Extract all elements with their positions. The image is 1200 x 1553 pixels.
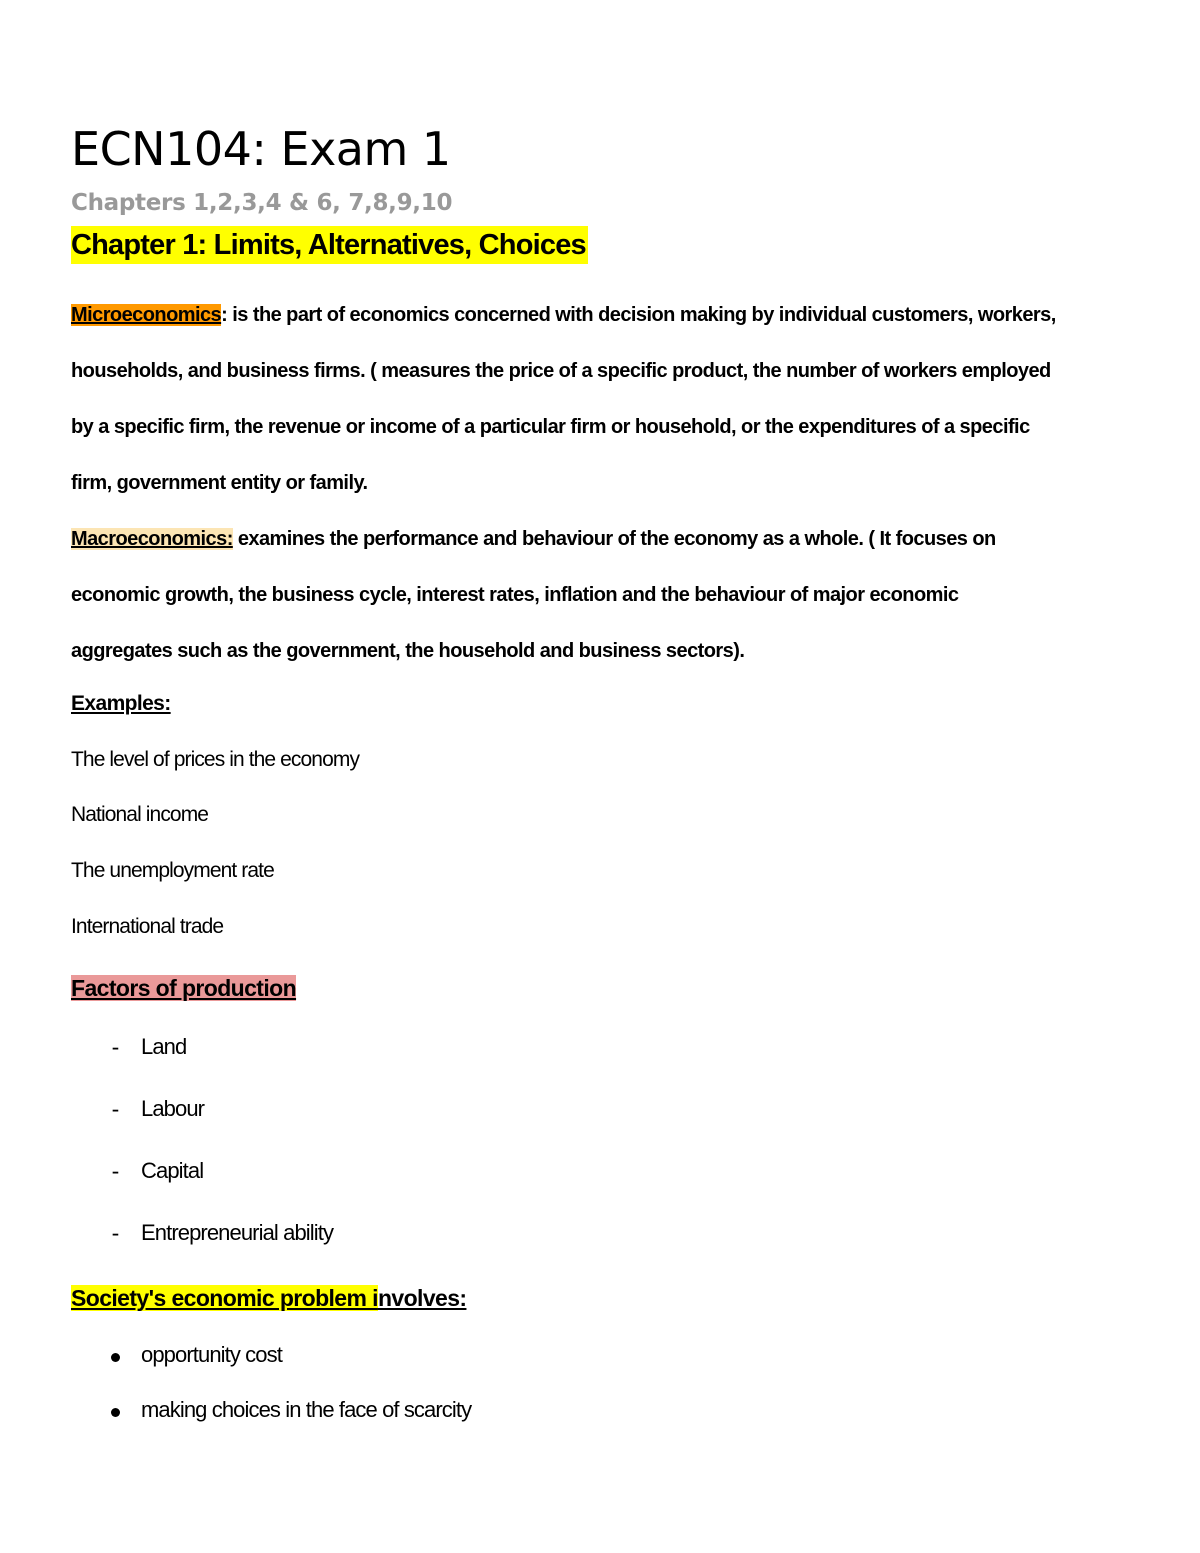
macroeconomics-definition: [71, 524, 1131, 692]
microeconomics-term: Microeconomics: [71, 304, 222, 326]
paragraph-line: [71, 300, 1131, 356]
example-item: National income: [71, 803, 209, 826]
chapter-heading: Chapter 1: Limits, Alternatives, Choices: [71, 226, 588, 264]
microeconomics-definition: [71, 300, 1131, 524]
document-title: ECN104: Exam 1: [71, 122, 451, 176]
paragraph-line: aggregates such as the government, the household and business sectors).: [71, 640, 745, 662]
paragraph-line: [71, 524, 1131, 580]
dash-marker: -: [111, 1158, 119, 1184]
paragraph-text: examines the performance and behaviour of the economy as a whole. ( It focuses on: [232, 528, 996, 550]
dash-marker: -: [111, 1034, 119, 1060]
paragraph-text: : is the part of economics concerned with decision making by individual customers, workers,: [221, 304, 1056, 326]
dash-marker: -: [111, 1096, 119, 1122]
example-item: The unemployment rate: [71, 859, 274, 882]
bullet-dot-icon: [111, 1353, 120, 1362]
example-item: International trade: [71, 915, 224, 938]
society-item-label: opportunity cost: [141, 1342, 282, 1367]
example-item: The level of prices in the economy: [71, 748, 360, 771]
paragraph-line: households, and business firms. ( measures the price of a specific product, the number of workers employed: [71, 360, 1051, 382]
document-subtitle: Chapters 1,2,3,4 & 6, 7,8,9,10: [71, 190, 453, 216]
macroeconomics-term: Macroeconomics:: [71, 528, 233, 550]
factors-heading: Factors of production: [71, 975, 297, 1001]
factor-label: Labour: [141, 1096, 205, 1121]
society-heading: Society's economic problem involves:: [71, 1285, 467, 1311]
paragraph-line: firm, government entity or family.: [71, 472, 368, 494]
paragraph-line: by a specific firm, the revenue or income of a particular firm or household, or the expenditures of a specific: [71, 416, 1030, 438]
paragraph-line: economic growth, the business cycle, interest rates, inflation and the behaviour of major economic: [71, 584, 959, 606]
bullet-dot-icon: [111, 1408, 120, 1417]
dash-marker: -: [111, 1220, 119, 1246]
factor-label: Capital: [141, 1158, 204, 1183]
factor-label: Entrepreneurial ability: [141, 1220, 334, 1245]
society-item-label: making choices in the face of scarcity: [141, 1397, 472, 1422]
examples-label: Examples:: [71, 692, 171, 715]
factor-label: Land: [141, 1034, 187, 1059]
